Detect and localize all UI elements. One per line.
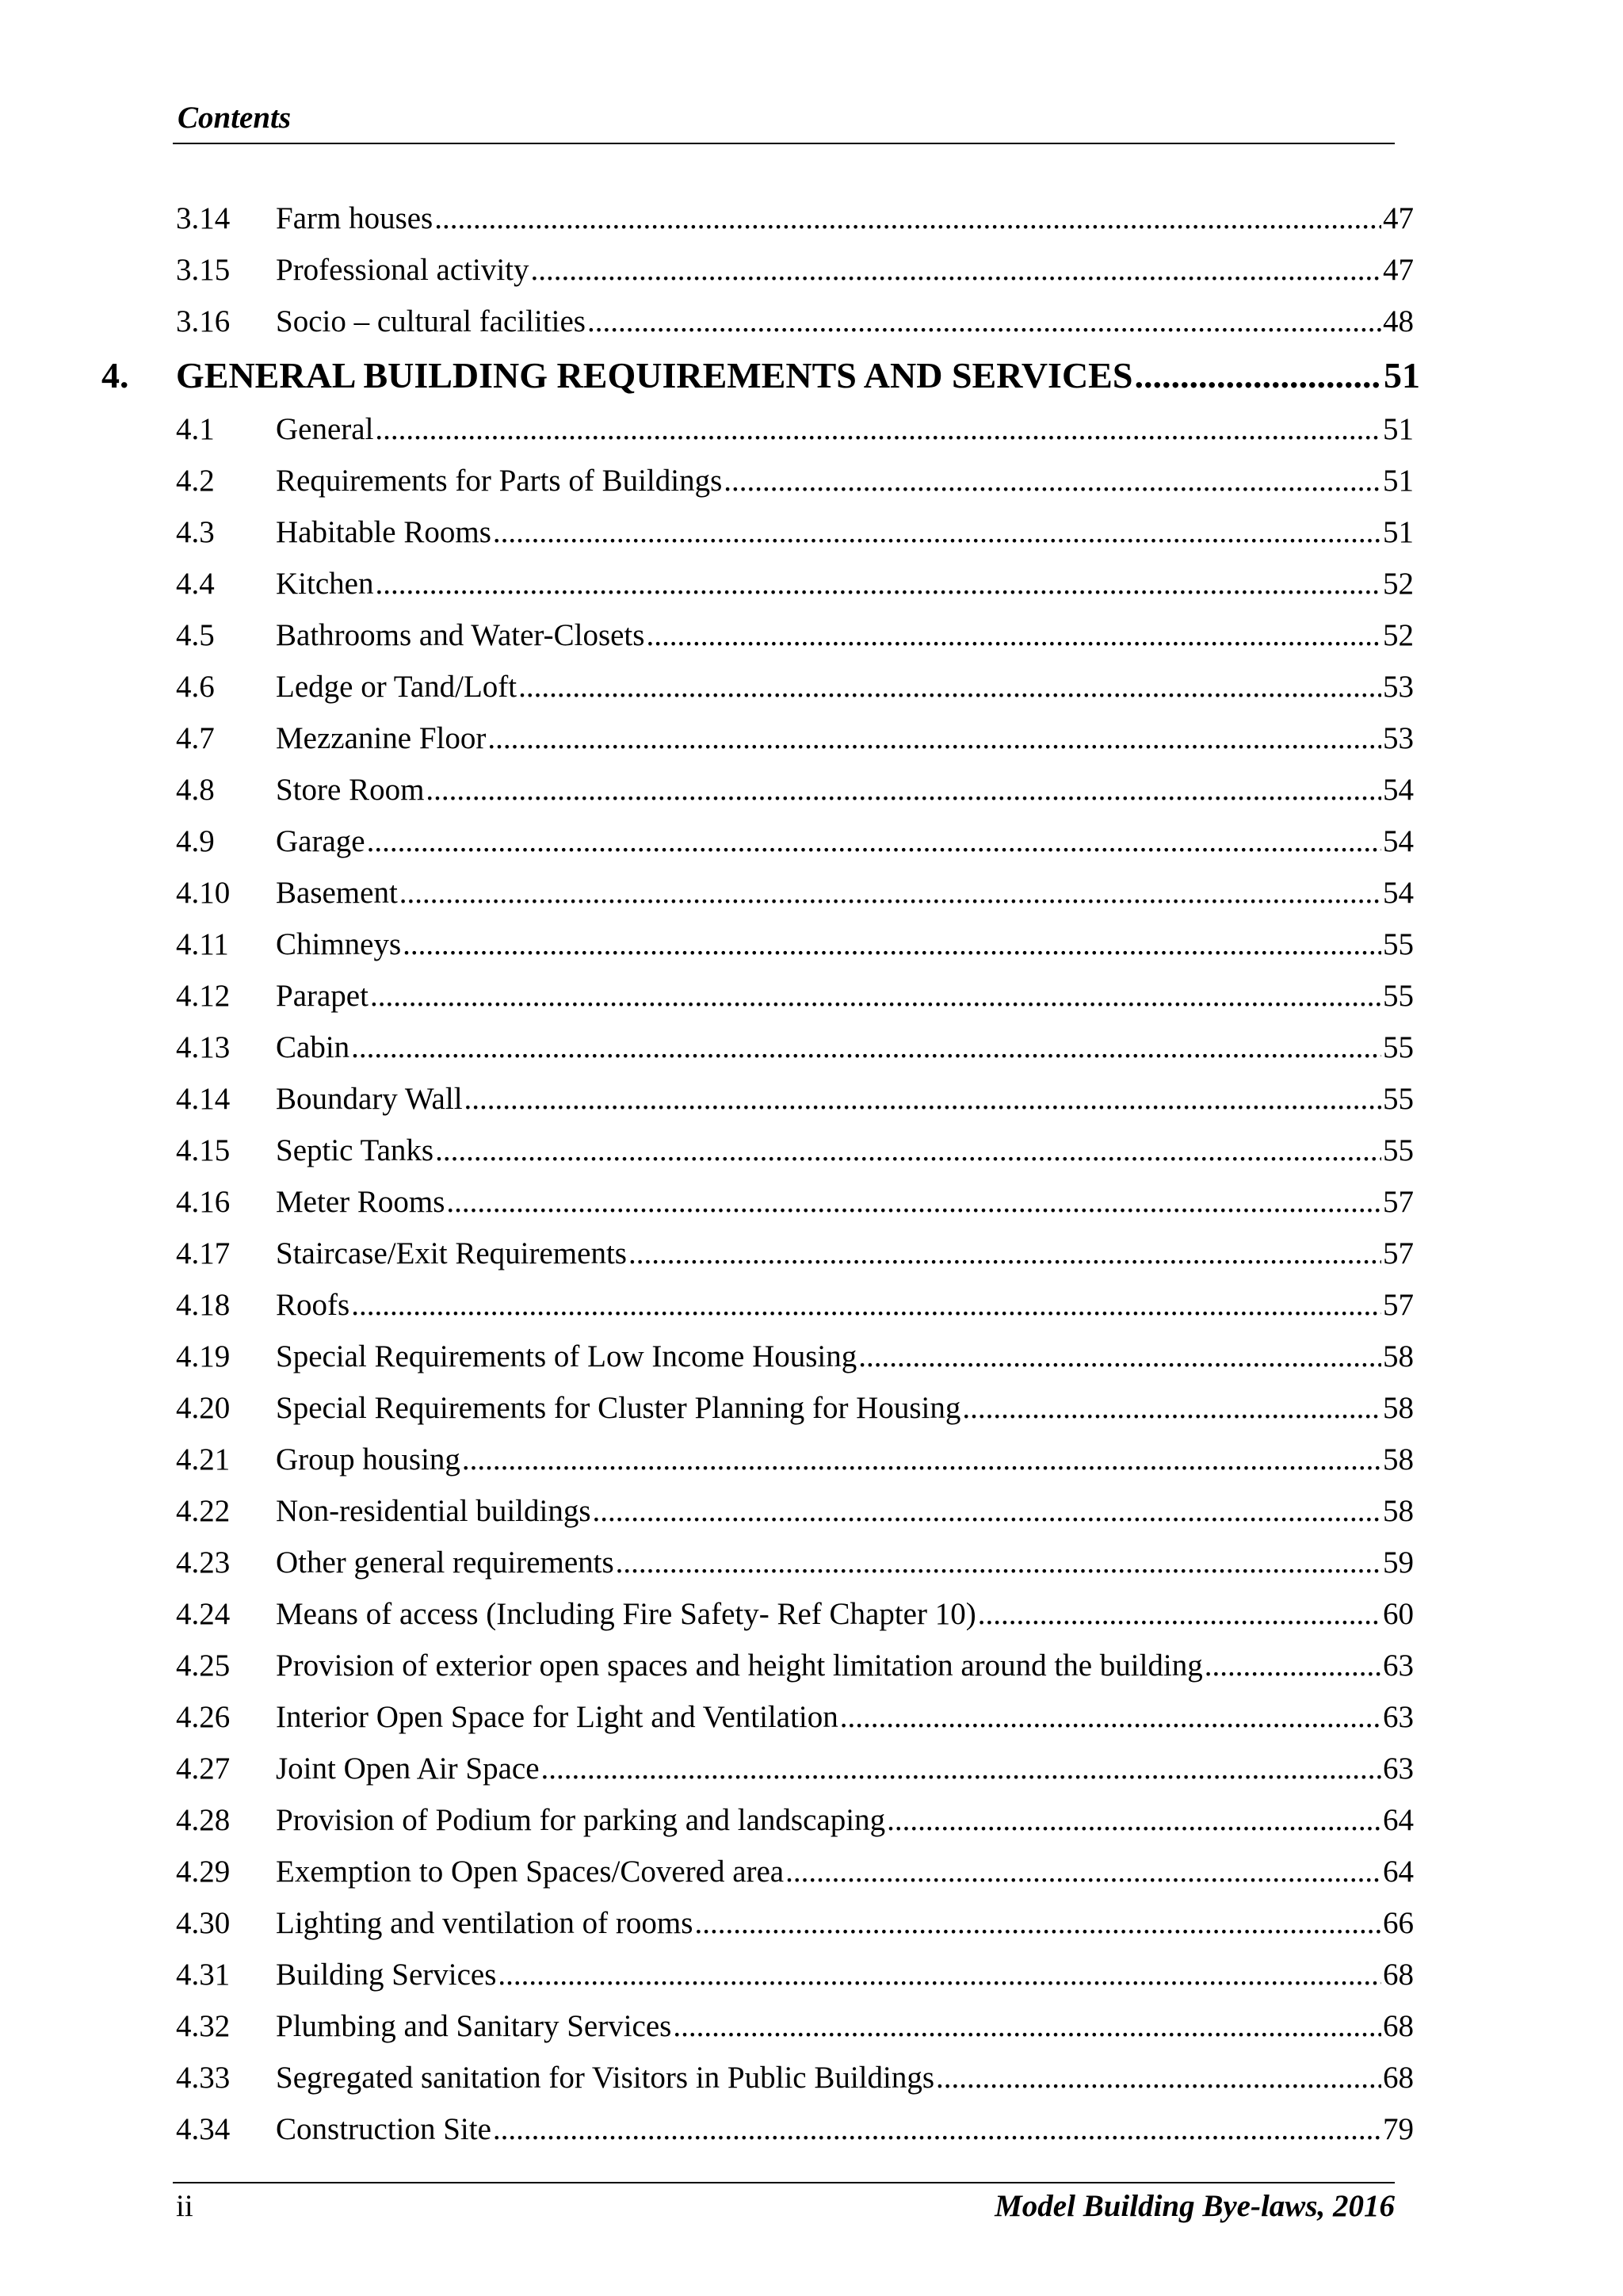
dot-leader (785, 1850, 1381, 1894)
toc-entry-number: 4.20 (176, 1391, 231, 1425)
toc-entry-number: 4.30 (176, 1906, 231, 1940)
dot-leader (426, 768, 1381, 812)
toc-chapter-heading[interactable] (101, 350, 1420, 401)
dot-leader (936, 2056, 1381, 2100)
toc-entry-title: Habitable Rooms (276, 515, 491, 549)
dot-leader (887, 1798, 1381, 1843)
dot-leader (351, 1026, 1381, 1070)
toc-entry-page: 53 (1383, 721, 1414, 755)
toc-entry-title: Building Services (276, 1958, 497, 1992)
toc-entry-title: Parapet (276, 979, 369, 1013)
toc-entry-number: 4.15 (176, 1133, 231, 1167)
toc-entry-number: 4.17 (176, 1236, 231, 1270)
toc-entry-number: 3.16 (176, 304, 231, 338)
toc-entry-title: Exemption to Open Spaces/Covered area (276, 1855, 785, 1889)
toc-entry-title: Provision of Podium for parking and landscaping (276, 1803, 886, 1837)
toc-entry-title: Other general requirements (276, 1545, 614, 1580)
toc-entry-page: 60 (1383, 1597, 1414, 1631)
toc-entry[interactable] (176, 1335, 1414, 1379)
toc-entry-page: 57 (1383, 1288, 1414, 1322)
dot-leader (434, 197, 1381, 241)
toc-entry-title: Staircase/Exit Requirements (276, 1236, 627, 1270)
toc-entry-title: Professional activity (276, 253, 529, 287)
toc-entry[interactable] (176, 1798, 1414, 1843)
dot-leader (593, 1489, 1381, 1534)
toc-entry-number: 4.10 (176, 876, 231, 910)
toc-entry-number: 4.23 (176, 1545, 231, 1580)
toc-entry[interactable] (176, 613, 1414, 658)
dot-leader (531, 248, 1381, 292)
dot-leader (628, 1232, 1381, 1276)
toc-entry-page: 54 (1383, 824, 1414, 858)
dot-leader (487, 716, 1381, 761)
toc-entry-number: 4.12 (176, 979, 231, 1013)
toc-entry-page: 63 (1383, 1648, 1414, 1683)
toc-entry-page: 52 (1383, 567, 1414, 601)
dot-leader (498, 1953, 1381, 1997)
toc-entry-page: 58 (1383, 1494, 1414, 1528)
dot-leader (694, 1901, 1381, 1946)
toc-entry-number: 4.5 (176, 618, 215, 652)
toc-entry-title: Special Requirements of Low Income Housing (276, 1339, 857, 1373)
toc-entry-page: 58 (1383, 1391, 1414, 1425)
chapter-page: 51 (1384, 355, 1420, 395)
toc-entry-number: 3.15 (176, 253, 231, 287)
toc-entry[interactable] (176, 2107, 1414, 2152)
chapter-title: GENERAL BUILDING REQUIREMENTS AND SERVICES (176, 355, 1133, 395)
dot-leader (587, 300, 1381, 344)
toc-entry-page: 53 (1383, 670, 1414, 704)
toc-entry-number: 4.34 (176, 2112, 231, 2146)
toc-entry-title: Joint Open Air Space (276, 1752, 540, 1786)
dot-leader (446, 1180, 1381, 1224)
toc-entry[interactable] (176, 1901, 1414, 1946)
toc-entry[interactable] (176, 1747, 1414, 1791)
toc-entry-page: 64 (1383, 1855, 1414, 1889)
toc-entry-title: Plumbing and Sanitary Services (276, 2009, 672, 2043)
toc-entry-title: Septic Tanks (276, 1133, 434, 1167)
toc-entry[interactable] (176, 1489, 1414, 1534)
dot-leader (464, 1077, 1381, 1121)
toc-entry-page: 54 (1383, 876, 1414, 910)
dot-leader (493, 510, 1381, 555)
toc-entry-title: Bathrooms and Water-Closets (276, 618, 645, 652)
toc-entry[interactable] (176, 1541, 1414, 1585)
toc-entry[interactable] (176, 1953, 1414, 1997)
toc-entry[interactable] (176, 1026, 1414, 1070)
toc-entry-number: 4.18 (176, 1288, 231, 1322)
toc-entry-title: Store Room (276, 773, 425, 807)
page-header (173, 97, 1395, 144)
toc-entry-number: 4.27 (176, 1752, 231, 1786)
toc-entry-number: 3.14 (176, 201, 231, 235)
toc-entry-title: Meter Rooms (276, 1185, 445, 1219)
toc-entry[interactable] (176, 974, 1414, 1018)
toc-entry[interactable] (176, 300, 1414, 344)
toc-entry[interactable] (176, 1283, 1414, 1328)
toc-entry-number: 4.7 (176, 721, 215, 755)
toc-entry-page: 52 (1383, 618, 1414, 652)
toc-entry-title: Means of access (Including Fire Safety- Ref Chapter 10) (276, 1597, 976, 1631)
toc-entry[interactable] (176, 2004, 1414, 2049)
toc-entry-number: 4.4 (176, 567, 215, 601)
toc-entry-page: 64 (1383, 1803, 1414, 1837)
toc-entry-number: 4.31 (176, 1958, 231, 1992)
toc-entry[interactable] (176, 1695, 1414, 1740)
dot-leader (518, 665, 1381, 709)
dot-leader (858, 1335, 1381, 1379)
toc-entry[interactable] (176, 197, 1414, 241)
toc-entry-number: 4.13 (176, 1030, 231, 1064)
dot-leader (367, 819, 1381, 864)
toc-entry-title: Cabin (276, 1030, 350, 1064)
toc-entry[interactable] (176, 510, 1414, 555)
toc-entry-title: Segregated sanitation for Visitors in Public Buildings (276, 2061, 935, 2095)
toc-entry-page: 51 (1383, 515, 1414, 549)
toc-entry-title: Non-residential buildings (276, 1494, 591, 1528)
chapter-number: 4. (101, 355, 129, 395)
toc-entry[interactable] (176, 871, 1414, 915)
toc-entry-page: 57 (1383, 1185, 1414, 1219)
toc-entry[interactable] (176, 819, 1414, 864)
toc-entry-title: Provision of exterior open spaces and height limitation around the building (276, 1648, 1203, 1683)
toc-entry-number: 4.8 (176, 773, 215, 807)
toc-entry-page: 58 (1383, 1339, 1414, 1373)
dot-leader (1134, 350, 1382, 401)
toc-entry-number: 4.11 (176, 927, 229, 961)
dot-leader (351, 1283, 1381, 1328)
toc-entry[interactable] (176, 1232, 1414, 1276)
toc-entry[interactable] (176, 923, 1414, 967)
toc-entry-number: 4.33 (176, 2061, 231, 2095)
toc-entry-title: Interior Open Space for Light and Ventilation (276, 1700, 838, 1734)
footer-page-number: ii (176, 2189, 193, 2223)
toc-entry[interactable] (176, 407, 1414, 452)
toc-entry-number: 4.14 (176, 1082, 231, 1116)
dot-leader (375, 562, 1381, 606)
dot-leader (646, 613, 1381, 658)
toc-entry-number: 4.26 (176, 1700, 231, 1734)
toc-entry-page: 55 (1383, 1082, 1414, 1116)
toc-entry-title: Roofs (276, 1288, 350, 1322)
toc-entry-page: 51 (1383, 412, 1414, 446)
toc-entry-title: Ledge or Tand/Loft (276, 670, 517, 704)
toc-entry-page: 58 (1383, 1442, 1414, 1477)
toc-entry-number: 4.28 (176, 1803, 231, 1837)
toc-entry[interactable] (176, 459, 1414, 503)
toc-entry[interactable] (176, 1592, 1414, 1637)
toc-entry-page: 55 (1383, 927, 1414, 961)
toc-entry-title: Requirements for Parts of Buildings (276, 464, 723, 498)
toc-entry-page: 68 (1383, 1958, 1414, 1992)
dot-leader (493, 2107, 1381, 2152)
toc-entry-number: 4.25 (176, 1648, 231, 1683)
toc-entry-title: Chimneys (276, 927, 402, 961)
toc-entry-title: Special Requirements for Cluster Planning for Housing (276, 1391, 961, 1425)
toc-entry-page: 79 (1383, 2112, 1414, 2146)
toc-entry-title: Mezzanine Floor (276, 721, 487, 755)
header-title: Contents (178, 101, 292, 135)
toc-entry[interactable] (176, 1438, 1414, 1482)
toc-entry-page: 47 (1383, 201, 1414, 235)
toc-entry-number: 4.6 (176, 670, 215, 704)
toc-entry-title: General (276, 412, 374, 446)
dot-leader (403, 923, 1381, 967)
toc-entry[interactable] (176, 562, 1414, 606)
toc-entry-number: 4.24 (176, 1597, 231, 1631)
toc-entry-page: 63 (1383, 1752, 1414, 1786)
toc-entry-page: 68 (1383, 2009, 1414, 2043)
toc-entry[interactable] (176, 716, 1414, 761)
toc-entry-number: 4.2 (176, 464, 215, 498)
toc-entry[interactable] (176, 1077, 1414, 1121)
toc-entry[interactable] (176, 248, 1414, 292)
toc-entry-title: Boundary Wall (276, 1082, 463, 1116)
toc-entry-title: Construction Site (276, 2112, 491, 2146)
dot-leader (962, 1386, 1381, 1431)
toc-entry-page: 51 (1383, 464, 1414, 498)
toc-entry-title: Socio – cultural facilities (276, 304, 586, 338)
toc-entry-page: 63 (1383, 1700, 1414, 1734)
toc-entry[interactable] (176, 1850, 1414, 1894)
dot-leader (462, 1438, 1381, 1482)
toc-entry-number: 4.16 (176, 1185, 231, 1219)
dot-leader (435, 1129, 1381, 1173)
toc-entry[interactable] (176, 768, 1414, 812)
dot-leader (1205, 1644, 1381, 1688)
toc-entry-page: 47 (1383, 253, 1414, 287)
toc-entry-number: 4.29 (176, 1855, 231, 1889)
footer-document-title: Model Building Bye-laws, 2016 (995, 2189, 1395, 2223)
toc-entry[interactable] (176, 665, 1414, 709)
dot-leader (724, 459, 1381, 503)
toc-entry-title: Farm houses (276, 201, 433, 235)
toc-entry-number: 4.3 (176, 515, 215, 549)
toc-entry-title: Basement (276, 876, 398, 910)
toc-entry-title: Kitchen (276, 567, 374, 601)
toc-entry-number: 4.1 (176, 412, 215, 446)
dot-leader (978, 1592, 1381, 1637)
toc-entry[interactable] (176, 1386, 1414, 1431)
toc-entry-title: Group housing (276, 1442, 460, 1477)
toc-entry-page: 68 (1383, 2061, 1414, 2095)
toc-entry[interactable] (176, 2056, 1414, 2100)
toc-entry[interactable] (176, 1180, 1414, 1224)
toc-entry-number: 4.21 (176, 1442, 231, 1477)
dot-leader (399, 871, 1381, 915)
dot-leader (370, 974, 1381, 1018)
toc-entry-title: Garage (276, 824, 365, 858)
toc-entry-number: 4.19 (176, 1339, 231, 1373)
toc-entry-page: 55 (1383, 979, 1414, 1013)
toc-entry-number: 4.32 (176, 2009, 231, 2043)
toc-entry-page: 54 (1383, 773, 1414, 807)
toc-entry-number: 4.9 (176, 824, 215, 858)
toc-entry-number: 4.22 (176, 1494, 231, 1528)
toc-entry-page: 57 (1383, 1236, 1414, 1270)
toc-entry[interactable] (176, 1129, 1414, 1173)
dot-leader (673, 2004, 1381, 2049)
toc-entry-title: Lighting and ventilation of rooms (276, 1906, 693, 1940)
toc-entry-page: 55 (1383, 1030, 1414, 1064)
toc-entry-page: 66 (1383, 1906, 1414, 1940)
toc-entry-page: 48 (1383, 304, 1414, 338)
dot-leader (541, 1747, 1381, 1791)
dot-leader (840, 1695, 1381, 1740)
toc-entry-page: 59 (1383, 1545, 1414, 1580)
dot-leader (375, 407, 1381, 452)
toc-entry-page: 55 (1383, 1133, 1414, 1167)
dot-leader (616, 1541, 1381, 1585)
toc-entry[interactable] (176, 1644, 1414, 1688)
page-footer (173, 2182, 1395, 2239)
